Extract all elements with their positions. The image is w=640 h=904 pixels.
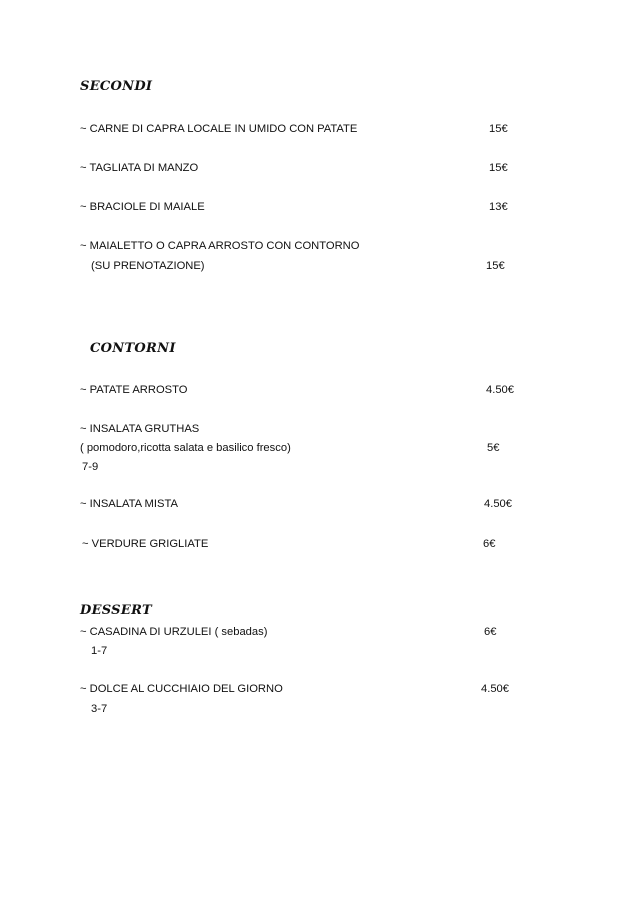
item-price: 15€: [489, 162, 508, 174]
section-title-secondi: SECONDI: [80, 79, 153, 94]
item-allergens: 1-7: [91, 645, 108, 657]
item-price: 15€: [486, 260, 505, 272]
section-title-dessert: DESSERT: [80, 603, 152, 618]
section-title-contorni: CONTORNI: [90, 341, 176, 356]
item-name: ~ DOLCE AL CUCCHIAIO DEL GIORNO: [80, 683, 283, 695]
item-name: ~ PATATE ARROSTO: [80, 384, 188, 396]
item-price: 15€: [489, 123, 508, 135]
item-price: 6€: [484, 626, 497, 638]
item-price: 5€: [487, 442, 500, 454]
item-name: ~ BRACIOLE DI MAIALE: [80, 201, 205, 213]
item-note: (SU PRENOTAZIONE): [91, 260, 205, 272]
item-allergens: 3-7: [91, 703, 108, 715]
item-name: ~ VERDURE GRIGLIATE: [82, 538, 209, 550]
item-price: 6€: [483, 538, 496, 550]
item-name: ~ CARNE DI CAPRA LOCALE IN UMIDO CON PATATE: [80, 123, 358, 135]
item-name: ~ TAGLIATA DI MANZO: [80, 162, 199, 174]
item-description: ( pomodoro,ricotta salata e basilico fresco): [80, 442, 291, 454]
item-allergens: 7-9: [82, 461, 99, 473]
item-price: 4.50€: [481, 683, 509, 695]
item-price: 4.50€: [486, 384, 514, 396]
item-name: ~ INSALATA MISTA: [80, 498, 178, 510]
item-name: ~ MAIALETTO O CAPRA ARROSTO CON CONTORNO: [80, 240, 360, 252]
item-name: ~ INSALATA GRUTHAS: [80, 423, 200, 435]
item-price: 13€: [489, 201, 508, 213]
item-price: 4.50€: [484, 498, 512, 510]
item-name: ~ CASADINA DI URZULEI ( sebadas): [80, 626, 268, 638]
